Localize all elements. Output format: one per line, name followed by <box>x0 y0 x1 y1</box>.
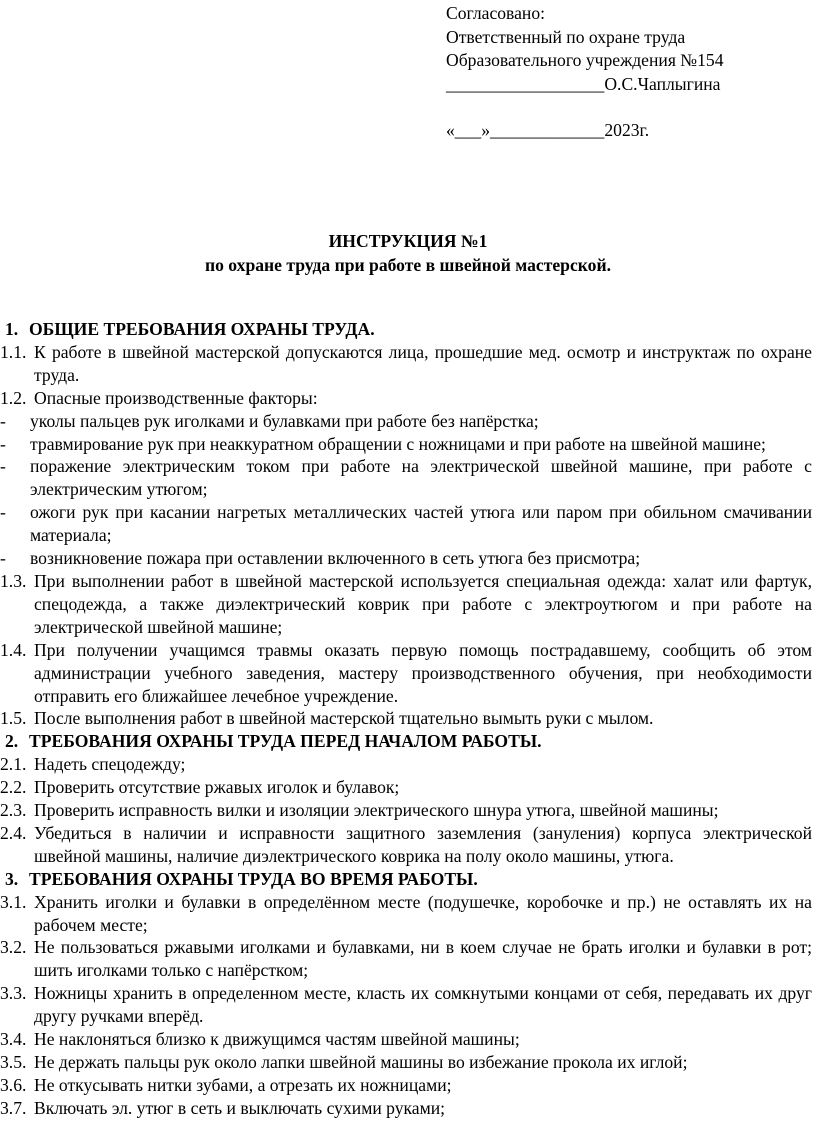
hazard-item: - травмирование рук при неаккуратном обращении с ножницами и при работе на швейной машине; <box>0 433 766 454</box>
clause-1-1: 1.1. К работе в швейной мастерской допускаются лица, прошедшие мед. осмотр и инструктаж по охране труда. <box>0 341 812 385</box>
approval-org: Образовательного учреждения №154 <box>446 50 724 70</box>
clause-2-3: 2.3. Проверить исправность вилки и изоляции электрического шнура утюга, швейной машины; <box>0 800 719 821</box>
approval-signature: __________________О.С.Чаплыгина <box>446 73 721 94</box>
document-body <box>0 318 812 1120</box>
clause-2-1: 2.1. Надеть спецодежду; <box>0 754 186 775</box>
clause-3-7: 3.7. Включать эл. утюг в сеть и выключать сухими руками; <box>0 1097 446 1118</box>
section-heading-1: 1. ОБЩИЕ ТРЕБОВАНИЯ ОХРАНЫ ТРУДА. <box>5 319 375 339</box>
clause-3-1: 3.1. Хранить иголки и булавки в определённом месте (подушечке, коробочке и пр.) не оставлять их на рабочем месте; <box>0 891 812 935</box>
clause-1-3: 1.3. При выполнении работ в швейной мастерской используется специальная одежда: халат или фартук, спецодежда, а также диэлектрический коврик при работе с электроутюгом и при работе на электрической швейной машине; <box>0 570 812 637</box>
clause-3-3: 3.3. Ножницы хранить в определенном месте, класть их сомкнутыми концами от себя, передавать их друг другу ручками вперёд. <box>0 983 812 1027</box>
clause-3-4: 3.4. Не наклоняться близко к движущимся частям швейной машины; <box>0 1029 520 1050</box>
clause-2-4: 2.4. Убедиться в наличии и исправности защитного заземления (зануления) корпуса электрической швейной машины, наличие диэлектрического коврика на полу около машины, утюга. <box>0 822 812 866</box>
approval-block <box>446 2 724 143</box>
title-main: ИНСТРУКЦИЯ №1 <box>328 231 488 251</box>
document-title <box>0 229 816 277</box>
hazard-item: - поражение электрическим током при работе на электрической швейной машине, при работе с электрическим утюгом; <box>0 456 812 500</box>
section-heading-2: 2. ТРЕБОВАНИЯ ОХРАНЫ ТРУДА ПЕРЕД НАЧАЛОМ РАБОТЫ. <box>5 731 542 752</box>
clause-1-5: 1.5. После выполнения работ в швейной мастерской тщательно вымыть руки с мылом. <box>0 708 654 729</box>
approval-position: Ответственный по охране труда <box>446 26 686 47</box>
clause-1-2: 1.2. Опасные производственные факторы: <box>0 387 318 408</box>
title-sub: по охране труда при работе в швейной мастерской. <box>204 255 612 275</box>
approval-date: «___»_____________2023г. <box>446 120 650 140</box>
hazard-item: - уколы пальцев рук иголками и булавками при работе без напёрстка; <box>0 410 539 431</box>
section-heading-3: 3. ТРЕБОВАНИЯ ОХРАНЫ ТРУДА ВО ВРЕМЯ РАБОТЫ. <box>5 868 478 889</box>
hazard-item: - ожоги рук при касании нагретых металлических частей утюга или паром при обильном смачивании материала; <box>0 502 812 546</box>
clause-1-4: 1.4. При получении учащимся травмы оказать первую помощь пострадавшему, сообщить об этом администрации учебного заведения, мастеру производственного обучения, при необходимости отправить его ближайшее лечебное учреждение. <box>0 639 812 706</box>
hazard-item: - возникновение пожара при оставлении включенного в сеть утюга без присмотра; <box>0 548 641 569</box>
clause-3-6: 3.6. Не откусывать нитки зубами, а отрезать их ножницами; <box>0 1074 452 1095</box>
clause-3-5: 3.5. Не держать пальцы рук около лапки швейной машины во избежание прокола их иглой; <box>0 1052 688 1072</box>
approval-label: Согласовано: <box>446 3 546 23</box>
clause-3-2: 3.2. Не пользоваться ржавыми иголками и булавками, ни в коем случае не брать иголки и булавки в рот; шить иголками только с напёрстком; <box>0 937 812 981</box>
clause-2-2: 2.2. Проверить отсутствие ржавых иголок и булавок; <box>0 777 400 798</box>
